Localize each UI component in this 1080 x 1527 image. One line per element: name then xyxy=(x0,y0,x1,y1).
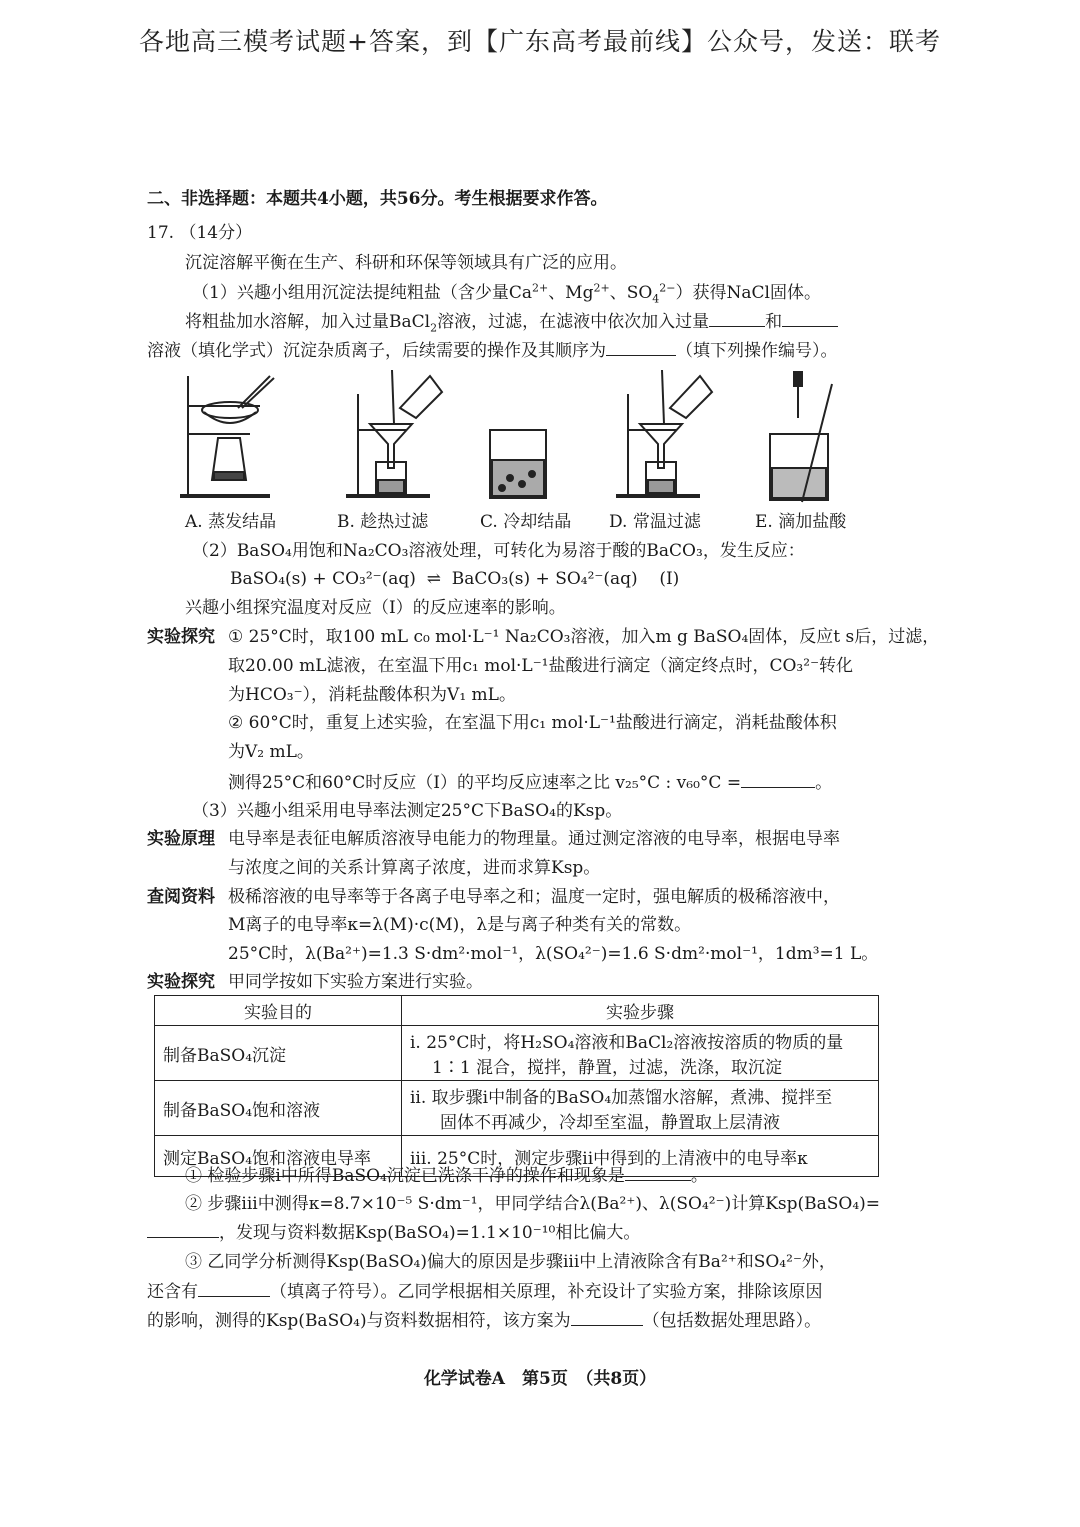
p1-l2-b: 溶液，过滤，在滤液中依次加入过量 xyxy=(437,312,710,332)
p1-text-b: 、Mg xyxy=(548,283,594,303)
table-cell-step xyxy=(402,1026,879,1081)
apparatus-label-b: B. 趁热过滤 xyxy=(337,512,429,532)
part1-line1 xyxy=(192,282,821,304)
apparatus-a-evaporation xyxy=(180,376,274,496)
p1-sub-so4: 4 xyxy=(652,292,660,306)
step-line: i. 25°C时，将H₂SO₄溶液和BaCl₂溶液按溶质的物质的量 xyxy=(410,1033,844,1053)
ratio-end: 。 xyxy=(815,773,833,793)
part2-line3: 兴趣小组探究温度对反应（I）的反应速率的影响。 xyxy=(185,598,566,618)
p1-text-a: （1）兴趣小组用沉淀法提纯粗盐（含少量Ca xyxy=(192,283,532,303)
equation-right: BaCO₃(s) + SO₄²⁻(aq) xyxy=(451,569,638,589)
apparatus-e-add-hcl xyxy=(770,372,832,502)
exp1-line-c: 为HCO₃⁻），消耗盐酸体积为V₁ mL。 xyxy=(228,685,516,705)
apparatus-label-c: C. 冷却结晶 xyxy=(480,512,572,532)
table-row xyxy=(155,1026,879,1081)
step-line: 固体不再减少，冷却至室温，静置取上层清液 xyxy=(440,1113,780,1133)
apparatus-b-hot-filtration xyxy=(346,370,442,496)
answer-blank-reagent1[interactable] xyxy=(709,310,765,327)
question-number xyxy=(147,222,252,244)
apparatus-c-cooling-crystallization xyxy=(490,430,546,498)
p1-sup-so4: 2− xyxy=(659,281,676,295)
exp2-line-a: ② 60°C时，重复上述实验，在室温下用c₁ mol·L⁻¹盐酸进行滴定，消耗盐酸体积 xyxy=(228,713,837,733)
p1-l3-a: 溶液（填化学式）沉淀杂质离子，后续需要的操作及其顺序为 xyxy=(147,341,606,361)
subq3-line-b xyxy=(147,1280,823,1303)
header-banner: 各地高三模考试题+答案，到【广东高考最前线】公众号，发送：联考 xyxy=(139,27,941,56)
subq3-text-c2: （包括数据处理思路）。 xyxy=(642,1311,822,1331)
page-footer: 化学试卷A 第5页 （共8页） xyxy=(423,1369,657,1389)
apparatus-d-room-temp-filtration xyxy=(616,370,712,496)
table-cell-goal: 制备BaSO₄饱和溶液 xyxy=(155,1081,402,1136)
tag-reference: 查阅资料 xyxy=(147,887,215,907)
apparatus-figure xyxy=(180,368,880,508)
question-intro: 沉淀溶解平衡在生产、科研和环保等领域具有广泛的应用。 xyxy=(185,253,627,273)
p1-l2-a: 将粗盐加水溶解，加入过量BaCl xyxy=(185,312,431,332)
answer-blank-ion[interactable] xyxy=(198,1280,270,1297)
subq3-line-a: ③ 乙同学分析测得Ksp(BaSO₄)偏大的原因是步骤iii中上清液除含有Ba²⁺和SO₄²⁻外， xyxy=(185,1252,836,1272)
apparatus-label-d: D. 常温过滤 xyxy=(609,512,701,532)
experiment-2-text: 甲同学按如下实验方案进行实验。 xyxy=(228,972,483,992)
table-cell-goal: 测定BaSO₄饱和溶液电导率 xyxy=(155,1136,402,1177)
subq3-text-c: 的影响，测得的Ksp(BaSO₄)与资料数据相符，该方案为 xyxy=(147,1311,571,1331)
table-cell-step xyxy=(402,1081,879,1136)
subq1-line xyxy=(185,1164,708,1187)
apparatus-label-a: A. 蒸发结晶 xyxy=(185,512,277,532)
subq3-text-b2: （填离子符号）。乙同学根据相关原理，补充设计了实验方案，排除该原因 xyxy=(270,1282,823,1302)
p1-l2-c: 和 xyxy=(765,312,783,332)
tag-experiment-2: 实验探究 xyxy=(147,972,215,992)
experiment-table xyxy=(154,995,879,1177)
equilibrium-arrow-icon: ⇌ xyxy=(421,569,447,589)
subq1-end: 。 xyxy=(690,1166,708,1186)
subq1-text: ① 检验步骤i中所得BaSO₄沉淀已洗涤干净的操作和现象是 xyxy=(185,1166,625,1186)
answer-blank-order[interactable] xyxy=(606,339,676,356)
table-row xyxy=(155,1081,879,1136)
part3-line1: （3）兴趣小组采用电导率法测定25°C下BaSO₄的Ksp。 xyxy=(192,801,623,821)
principle-line-a: 电导率是表征电解质溶液导电能力的物理量。通过测定溶液的电导率，根据电导率 xyxy=(228,829,840,849)
question-score: （14分） xyxy=(179,223,253,243)
reaction-equation xyxy=(230,568,679,590)
equation-label: (I) xyxy=(659,569,680,589)
answer-blank-reagent2[interactable] xyxy=(782,310,838,327)
tag-experiment-1: 实验探究 xyxy=(147,627,215,647)
part2-line1: （2）BaSO₄用饱和Na₂CO₃溶液处理，可转化为易溶于酸的BaCO₃，发生反应： xyxy=(192,541,805,561)
exp1-line-a: ① 25°C时，取100 mL c₀ mol·L⁻¹ Na₂CO₃溶液，加入m g BaSO₄固体，反应t s后，过滤， xyxy=(228,627,940,647)
step-line: ii. 取步骤i中制备的BaSO₄加蒸馏水溶解，煮沸、搅拌至 xyxy=(410,1088,833,1108)
subq2-text-b: ，发现与资料数据Ksp(BaSO₄)=1.1×10⁻¹⁰相比偏大。 xyxy=(219,1223,641,1243)
answer-blank-wash-check[interactable] xyxy=(625,1164,691,1181)
table-header-steps: 实验步骤 xyxy=(402,996,879,1026)
section-title: 二、非选择题：本题共4小题，共56分。考生根据要求作答。 xyxy=(147,189,608,209)
part1-line2 xyxy=(185,310,838,333)
ratio-text: 测得25°C和60°C时反应（I）的平均反应速率之比 v₂₅°C : v₆₀°C = xyxy=(228,773,742,793)
answer-blank-ksp[interactable] xyxy=(147,1221,219,1238)
subq3-text-b: 还含有 xyxy=(147,1282,198,1302)
subq3-line-c xyxy=(147,1309,821,1332)
ratio-line xyxy=(228,771,832,794)
p1-sup-mg: 2+ xyxy=(593,281,610,295)
subq2-line-a: ② 步骤iii中测得κ=8.7×10⁻⁵ S·dm⁻¹，甲同学结合λ(Ba²⁺)、λ(SO₄²⁻)计算Ksp(BaSO₄)= xyxy=(185,1194,881,1214)
step-line: iii. 25°C时，测定步骤ii中得到的上清液中的电导率κ xyxy=(410,1148,808,1169)
reference-line-c: 25°C时，λ(Ba²⁺)=1.3 S·dm²·mol⁻¹，λ(SO₄²⁻)=1.6 S·dm²·mol⁻¹，1dm³=1 L。 xyxy=(228,944,879,964)
part1-line3 xyxy=(147,339,838,362)
principle-line-b: 与浓度之间的关系计算离子浓度，进而求算Ksp。 xyxy=(228,858,601,878)
exp1-line-b: 取20.00 mL滤液，在室温下用c₁ mol·L⁻¹盐酸进行滴定（滴定终点时，CO₃²⁻转化 xyxy=(228,656,854,676)
step-line: 1∶1 混合，搅拌，静置，过滤，洗涤，取沉淀 xyxy=(432,1058,783,1078)
reference-line-a: 极稀溶液的电导率等于各离子电导率之和；温度一定时，强电解质的极稀溶液中， xyxy=(228,887,840,907)
exp2-line-b: 为V₂ mL。 xyxy=(228,742,314,762)
table-header-goal: 实验目的 xyxy=(155,996,402,1026)
equation-left: BaSO₄(s) + CO₃²⁻(aq) xyxy=(230,569,416,589)
p1-text-c: 、SO xyxy=(609,283,653,303)
tag-principle: 实验原理 xyxy=(147,829,215,849)
table-cell-goal: 制备BaSO₄沉淀 xyxy=(155,1026,402,1081)
answer-blank-plan[interactable] xyxy=(571,1309,643,1326)
p1-text-d: ）获得NaCl固体。 xyxy=(675,283,821,303)
question-number-text: 17. xyxy=(147,223,175,243)
reference-line-b: M离子的电导率κ=λ(M)·c(M)，λ是与离子种类有关的常数。 xyxy=(228,915,692,935)
subq2-line-b xyxy=(147,1221,640,1244)
answer-blank-ratio[interactable] xyxy=(741,771,815,788)
p1-l3-b: （填下列操作编号）。 xyxy=(676,341,838,361)
apparatus-label-e: E. 滴加盐酸 xyxy=(755,512,847,532)
table-header-row xyxy=(155,996,879,1026)
p1-sub-bacl2: 2 xyxy=(430,321,438,335)
p1-sup-ca: 2+ xyxy=(531,281,549,295)
